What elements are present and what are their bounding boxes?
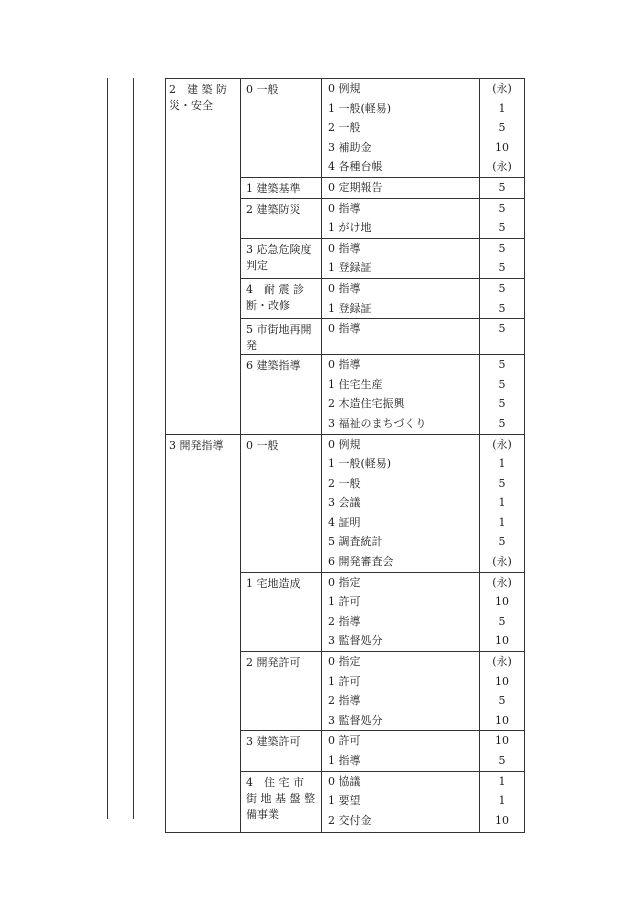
subcategory-cell [241, 238, 322, 278]
retention-period-cell [480, 731, 525, 771]
item-name: 1 指導 [328, 754, 361, 767]
retention-period: 5 [498, 397, 506, 411]
retention-period: 5 [498, 201, 506, 215]
item-name: 0 指導 [328, 281, 361, 295]
item-name: 2 一般 [328, 476, 361, 490]
retention-period: (永) [492, 575, 512, 589]
retention-period-cell [480, 79, 525, 178]
item-name: 1 住宅生産 [328, 377, 383, 391]
item-name: 0 指導 [328, 241, 361, 255]
subcategory-label: 3 応急危険度判定 [246, 242, 312, 272]
retention-period: 10 [495, 674, 509, 688]
retention-period: (永) [492, 82, 512, 95]
item-name-cell [322, 355, 480, 434]
item-name: 2 交付金 [328, 813, 372, 827]
retention-period: 5 [498, 261, 506, 275]
subcategory-label: 4 耐 震 診 断・改修 [246, 282, 304, 312]
table-row [166, 79, 525, 178]
subcategory-cell [241, 198, 322, 238]
item-name: 1 登録証 [328, 261, 372, 275]
retention-period: 5 [498, 535, 506, 549]
subcategory-label: 0 一般 [246, 438, 279, 452]
retention-period: (永) [492, 555, 512, 569]
subcategory-label: 2 開発許可 [246, 656, 301, 670]
subcategory-label: 6 建築指導 [246, 359, 301, 373]
subcategory-cell [241, 652, 322, 731]
item-name: 5 調査統計 [328, 535, 383, 549]
retention-period-cell [480, 771, 525, 833]
retention-period: 5 [498, 377, 506, 391]
subcategory-label: 1 建築基準 [246, 181, 301, 195]
subcategory-cell [241, 177, 322, 198]
item-name-cell [322, 731, 480, 771]
item-name: 0 指定 [328, 575, 361, 589]
item-name: 2 指導 [328, 694, 361, 708]
subcategory-label: 3 建築許可 [246, 735, 301, 749]
retention-period-cell [480, 572, 525, 651]
item-name: 1 許可 [328, 595, 361, 609]
retention-period: 5 [498, 694, 506, 708]
retention-period: 10 [495, 140, 509, 154]
margin-rule-right [133, 78, 134, 819]
retention-period-cell [480, 177, 525, 198]
item-name: 1 登録証 [328, 301, 372, 315]
item-name-cell [322, 434, 480, 572]
item-name: 1 要望 [328, 794, 361, 808]
item-name-cell [322, 79, 480, 178]
item-name: 3 会議 [328, 496, 361, 510]
retention-period: 5 [498, 301, 506, 315]
item-name: 0 許可 [328, 734, 361, 748]
subcategory-label: 2 建築防災 [246, 202, 301, 216]
subcategory-cell [241, 278, 322, 318]
subcategory-cell [241, 771, 322, 833]
item-name: 0 例規 [328, 82, 361, 95]
retention-period-cell [480, 198, 525, 238]
subcategory-label: 5 市街地再開発 [246, 323, 312, 353]
item-name: 3 監督処分 [328, 713, 383, 727]
item-name: 4 証明 [328, 515, 361, 529]
item-name: 1 一般(軽易) [328, 101, 392, 115]
item-name-cell [322, 177, 480, 198]
retention-period: 10 [495, 713, 509, 727]
subcategory-label: 0 一般 [246, 83, 279, 96]
subcategory-label: 1 宅地造成 [246, 576, 301, 590]
margin-rule-left [107, 78, 108, 819]
item-name-cell [322, 652, 480, 731]
retention-period: (永) [492, 437, 512, 451]
retention-period-cell [480, 319, 525, 355]
retention-period-cell [480, 434, 525, 572]
retention-period: 10 [495, 634, 509, 648]
table-row [166, 434, 525, 572]
subcategory-cell [241, 434, 322, 572]
item-name: 3 福祉のまちづくり [328, 416, 427, 430]
item-name-cell [322, 198, 480, 238]
retention-period: (永) [492, 655, 512, 669]
item-name: 0 協議 [328, 774, 361, 788]
item-name: 2 指導 [328, 614, 361, 628]
retention-period: 10 [495, 595, 509, 609]
retention-period: 5 [498, 241, 506, 255]
item-name-cell [322, 278, 480, 318]
retention-period: 1 [498, 457, 506, 471]
retention-period: 1 [498, 101, 506, 115]
item-name: 4 各種台帳 [328, 160, 383, 174]
item-name: 0 指導 [328, 322, 361, 336]
item-name: 0 例規 [328, 437, 361, 451]
retention-period: 1 [498, 496, 506, 510]
item-name: 0 指導 [328, 358, 361, 372]
item-name-cell [322, 238, 480, 278]
retention-period: 5 [498, 221, 506, 235]
item-name-cell [322, 319, 480, 355]
retention-period-cell [480, 238, 525, 278]
category-label: 2 建 築 防 災・安全 [169, 83, 227, 112]
item-name: 6 開発審査会 [328, 555, 394, 569]
item-name: 1 許可 [328, 674, 361, 688]
item-name-cell [322, 572, 480, 651]
item-name: 2 木造住宅振興 [328, 397, 405, 411]
retention-classification-table [165, 78, 525, 833]
retention-period-cell [480, 652, 525, 731]
retention-period: 1 [498, 774, 506, 788]
retention-period-cell [480, 278, 525, 318]
retention-period: 5 [498, 121, 506, 135]
retention-period: 1 [498, 794, 506, 808]
category-label: 3 開発指導 [169, 438, 224, 452]
retention-period: 5 [498, 476, 506, 490]
subcategory-cell [241, 572, 322, 651]
subcategory-cell [241, 355, 322, 434]
retention-period: 5 [498, 614, 506, 628]
item-name: 0 指導 [328, 201, 361, 215]
retention-period: 10 [495, 813, 509, 827]
retention-period: 5 [498, 180, 506, 194]
retention-period: 5 [498, 322, 506, 336]
subcategory-cell [241, 79, 322, 178]
retention-period: 10 [495, 734, 509, 748]
subcategory-cell [241, 731, 322, 771]
retention-period-cell [480, 355, 525, 434]
subcategory-cell [241, 319, 322, 355]
item-name: 3 補助金 [328, 140, 372, 154]
item-name: 2 一般 [328, 121, 361, 135]
item-name: 1 がけ地 [328, 221, 372, 235]
retention-period: 5 [498, 358, 506, 372]
item-name: 0 指定 [328, 655, 361, 669]
retention-period: 5 [498, 281, 506, 295]
retention-period: (永) [492, 160, 512, 174]
item-name: 0 定期報告 [328, 180, 383, 194]
retention-period: 5 [498, 754, 506, 767]
subcategory-label: 4 住 宅 市 街 地 基 盤 整 備事業 [246, 775, 315, 821]
category-cell [166, 79, 241, 435]
retention-period: 5 [498, 416, 506, 430]
item-name: 3 監督処分 [328, 634, 383, 648]
item-name-cell [322, 771, 480, 833]
retention-period: 1 [498, 515, 506, 529]
item-name: 1 一般(軽易) [328, 457, 392, 471]
category-cell [166, 434, 241, 833]
